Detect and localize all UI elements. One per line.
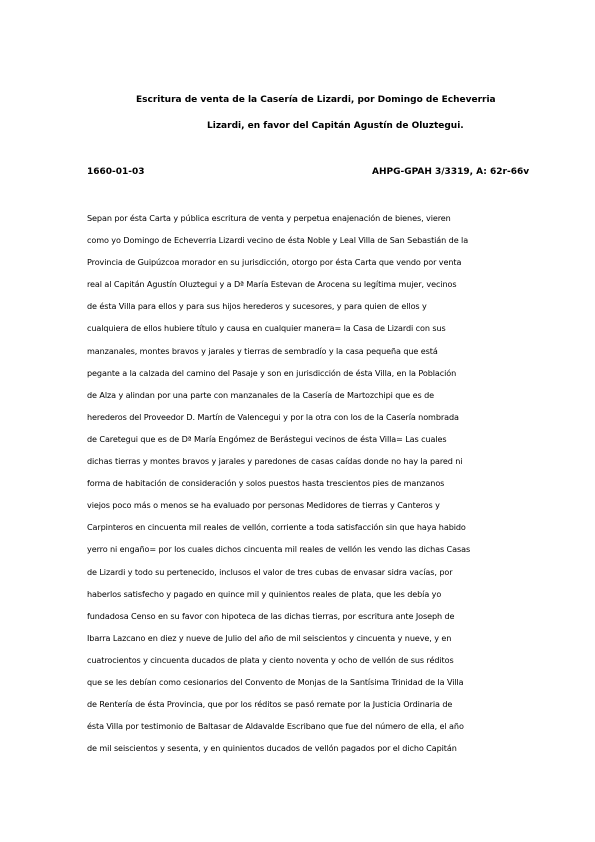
body-line: de ésta Villa para ellos y para sus hijos herederos y sucesores, y para quien de ellos y	[87, 301, 427, 312]
body-line: cuatrocientos y cincuenta ducados de plata y ciento noventa y ocho de vellón de sus réditos	[87, 654, 454, 665]
body-line: manzanales, montes bravos y jarales y tierras de sembradío y la casa pequeña que está	[87, 345, 438, 356]
body-line: haberlos satisfecho y pagado en quince mil y quinientos reales de plata, que les debía yo	[87, 588, 442, 599]
document-date: 1660-01-03	[87, 167, 145, 177]
body-line: como yo Domingo de Echeverria Lizardi vecino de ésta Noble y Leal Villa de San Sebastián de la	[87, 235, 469, 246]
body-line: ésta Villa por testimonio de Baltasar de Aldavalde Escribano que fue del número de ella, el año	[87, 721, 464, 732]
body-line: dichas tierras y montes bravos y jarales y paredones de casas caídas donde no hay la pared ni	[87, 456, 463, 467]
body-line: forma de habitación de consideración y solos puestos hasta trescientos pies de manzanos	[87, 478, 445, 489]
body-line: de Caretegui que es de Dª María Engómez de Berástegui vecinos de ésta Villa= Las cuales	[87, 433, 447, 444]
body-line: fundadosa Censo en su favor con hipoteca de las dichas tierras, por escritura ante Joseph de	[87, 610, 455, 621]
document-title-line-2: Lizardi, en favor del Capitán Agustín de Oluztegui.	[207, 121, 464, 131]
body-line: Provincia de Guipúzcoa morador en su jurisdicción, otorgo por ésta Carta que vendo por venta	[87, 257, 462, 268]
document-body	[87, 212, 512, 764]
body-line: Ibarra Lazcano en diez y nueve de Julio del año de mil seiscientos y cincuenta y nueve, y en	[87, 632, 452, 643]
body-line: cualquiera de ellos hubiere título y causa en cualquier manera= la Casa de Lizardi con sus	[87, 323, 446, 334]
body-line: de Lizardi y todo su pertenecido, inclusos el valor de tres cubas de envasar sidra vacías, por	[87, 566, 453, 577]
body-line: Carpinteros en cincuenta mil reales de vellón, corriente a toda satisfacción sin que haya habido	[87, 522, 466, 533]
archive-reference: AHPG-GPAH 3/3319, A: 62r-66v	[372, 167, 530, 177]
body-line: viejos poco más o menos se ha evaluado por personas Medidores de tierras y Canteros y	[87, 500, 440, 511]
body-line: de Rentería de ésta Provincia, que por los réditos se pasó remate por la Justicia Ordinaria de	[87, 699, 453, 710]
body-line: Sepan por ésta Carta y pública escritura de venta y perpetua enajenación de bienes, vieren	[87, 213, 451, 223]
body-line: yerro ni engaño= por los cuales dichos cincuenta mil reales de vellón les vendo las dichas Casas	[87, 544, 471, 555]
body-line: que se les debían como cesionarios del Convento de Monjas de la Santísima Trinidad de la Villa	[87, 676, 464, 687]
body-line: pegante a la calzada del camino del Pasaje y son en jurisdicción de ésta Villa, en la Población	[87, 367, 457, 378]
body-line: herederos del Proveedor D. Martín de Valencegui y por la otra con los de la Casería nombrada	[87, 411, 459, 422]
body-line: de mil seiscientos y sesenta, y en quinientos ducados de vellón pagados por el dicho Capitán	[87, 743, 457, 754]
document-title-line-1: Escritura de venta de la Casería de Lizardi, por Domingo de Echeverria	[136, 95, 496, 105]
body-line: de Alza y alindan por una parte con manzanales de la Casería de Martozchipi que es de	[87, 389, 435, 400]
body-line: real al Capitán Agustín Oluztegui y a Dª María Estevan de Arocena su legítima mujer, vecinos	[87, 279, 457, 290]
